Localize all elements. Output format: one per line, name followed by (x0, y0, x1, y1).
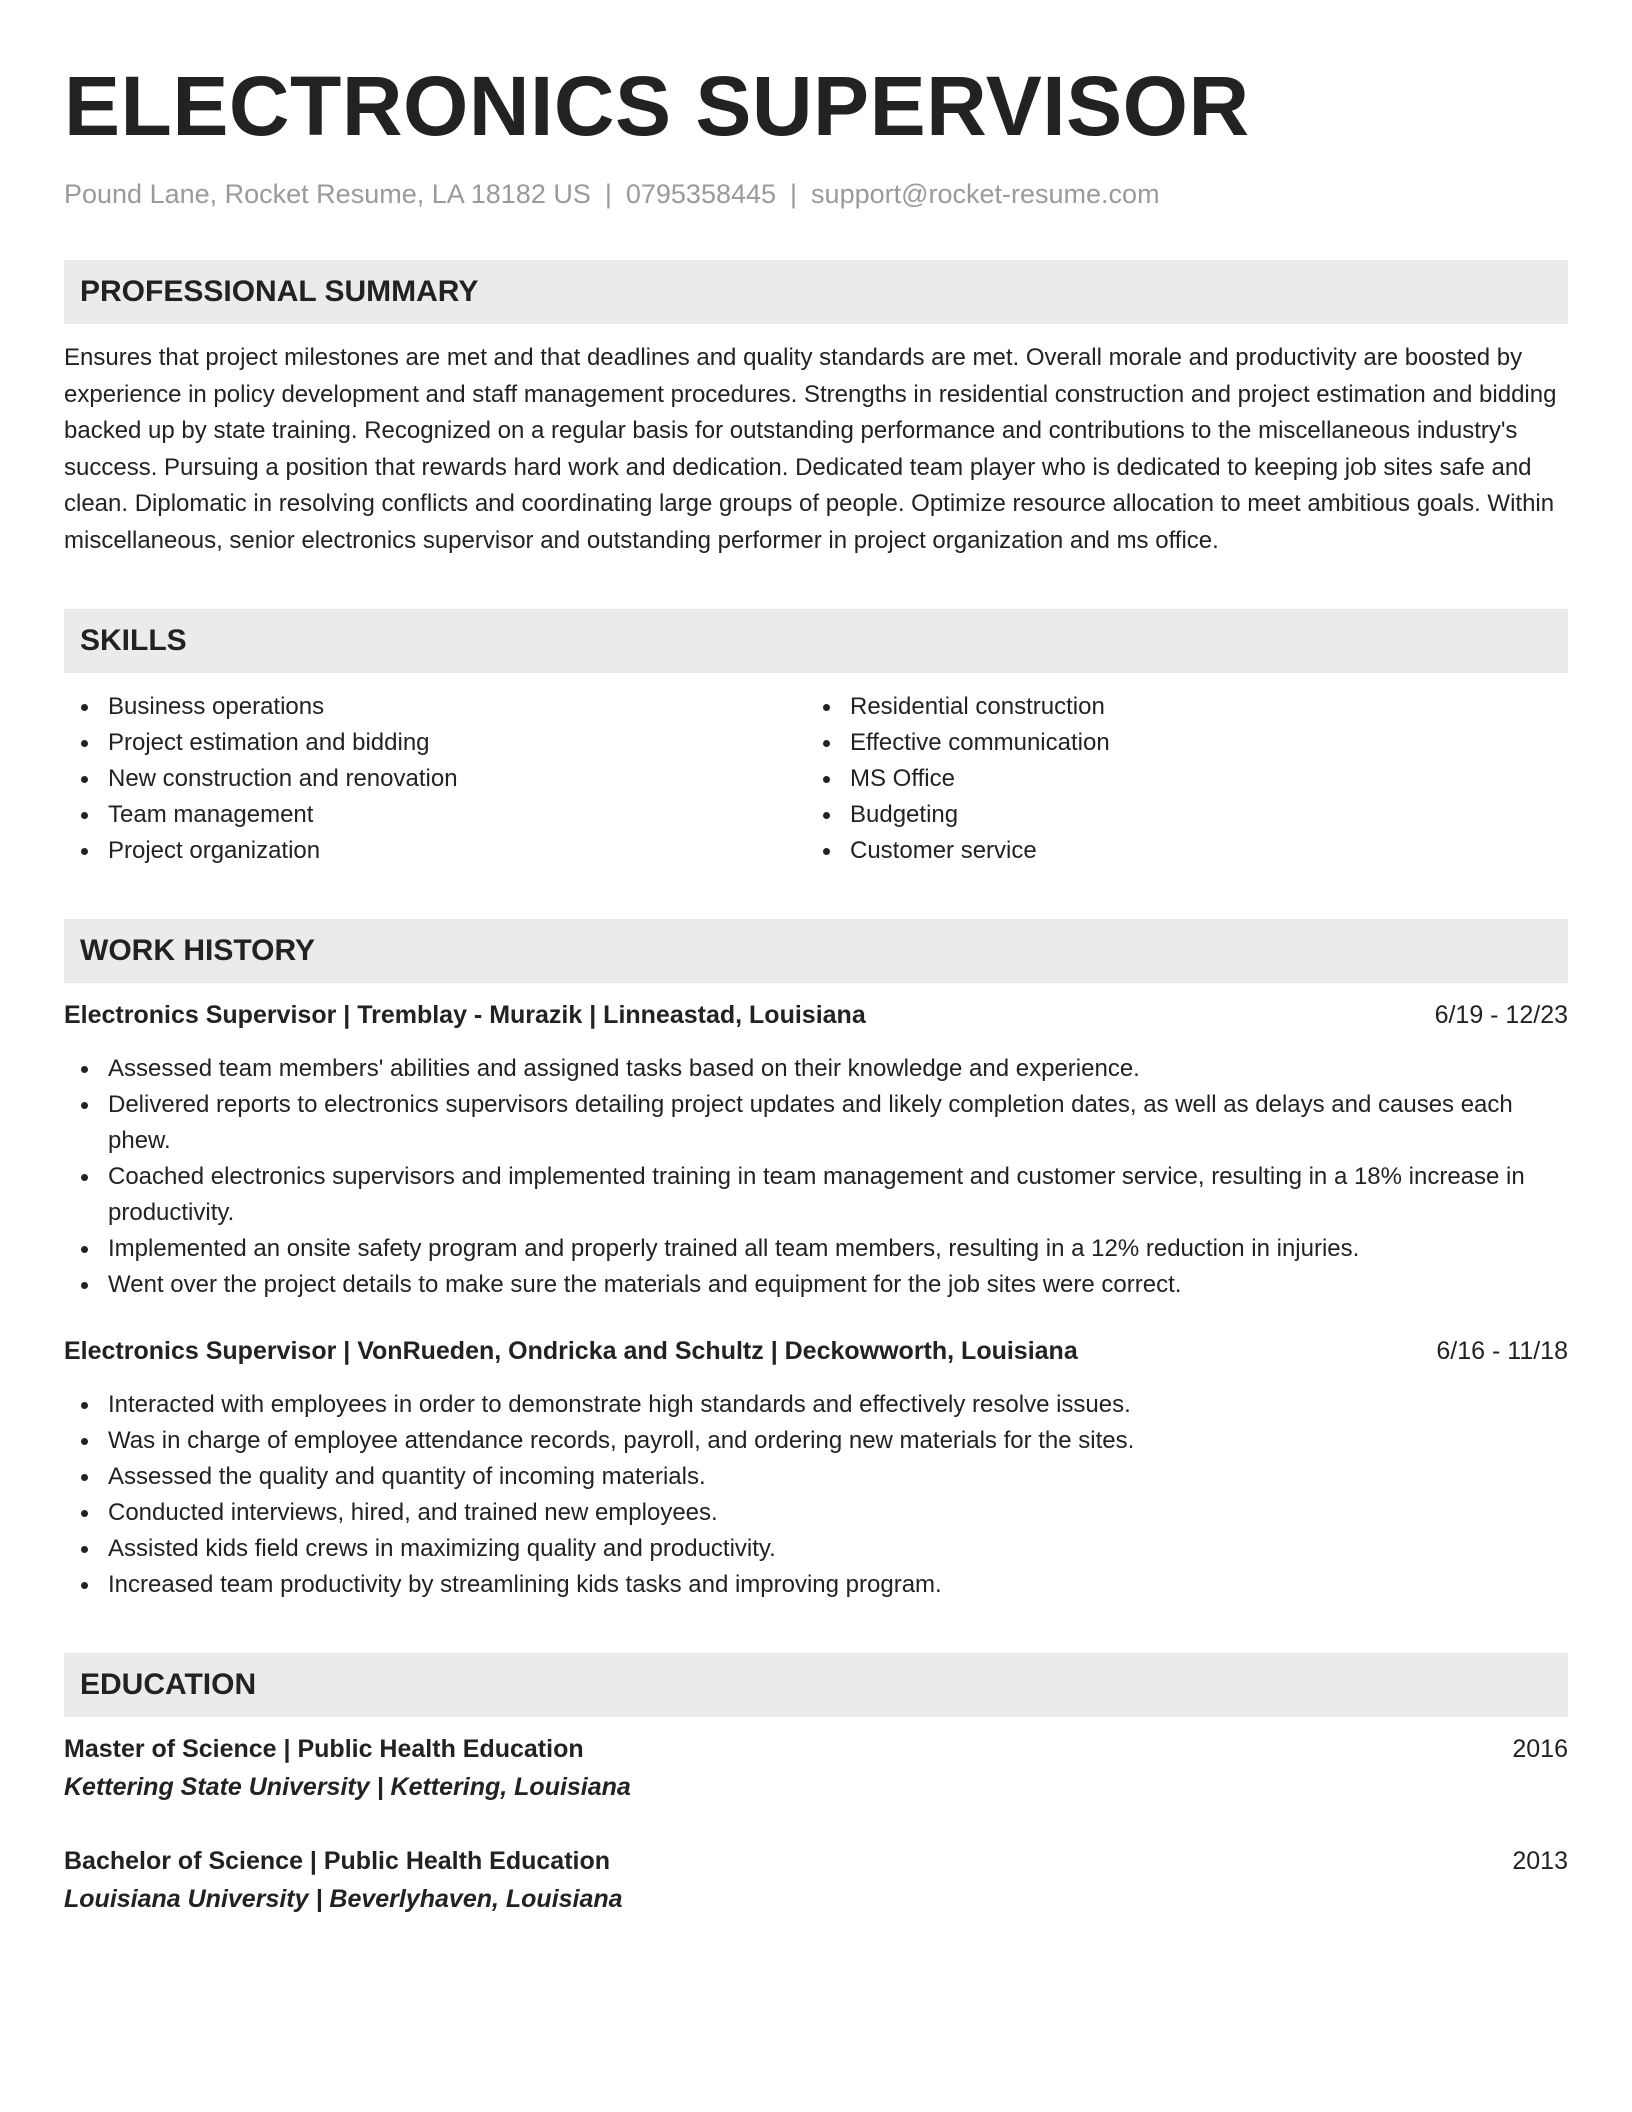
job-dates: 6/16 - 11/18 (1436, 1337, 1568, 1366)
job-header (64, 997, 1568, 1033)
education-heading: EDUCATION (64, 1653, 1568, 1717)
job-duty-item: Was in charge of employee attendance records, payroll, and ordering new materials for the sites. (64, 1423, 1568, 1459)
job-entry (64, 1333, 1568, 1603)
degree-title: Master of Science | Public Health Education (64, 1735, 584, 1764)
job-duty-item: Increased team productivity by streamlining kids tasks and improving program. (64, 1567, 1568, 1603)
job-title: Electronics Supervisor | Tremblay - Murazik | Linneastad, Louisiana (64, 1001, 866, 1030)
education-entry (64, 1843, 1568, 1919)
graduation-year: 2013 (1512, 1847, 1568, 1876)
contact-line (64, 178, 1568, 210)
job-dates: 6/19 - 12/23 (1434, 1001, 1568, 1030)
education-header (64, 1731, 1568, 1767)
skill-item: Budgeting (806, 797, 1548, 833)
skill-item: Residential construction (806, 689, 1548, 725)
contact-address: Pound Lane, Rocket Resume, LA 18182 US (64, 179, 591, 209)
skills-column-right (806, 689, 1548, 869)
job-duties (64, 1387, 1568, 1603)
skill-item: Project estimation and bidding (64, 725, 806, 761)
contact-separator: | (790, 179, 798, 209)
job-duty-item: Conducted interviews, hired, and trained new employees. (64, 1495, 1568, 1531)
skill-item: New construction and renovation (64, 761, 806, 797)
job-duty-item: Assisted kids field crews in maximizing quality and productivity. (64, 1531, 1568, 1567)
skills-column-left (64, 689, 806, 869)
degree-title: Bachelor of Science | Public Health Education (64, 1847, 611, 1876)
contact-email: support@rocket-resume.com (811, 179, 1160, 209)
contact-separator: | (604, 179, 612, 209)
summary-heading: PROFESSIONAL SUMMARY (64, 260, 1568, 324)
skill-item: Business operations (64, 689, 806, 725)
work-history-heading: WORK HISTORY (64, 919, 1568, 983)
skills-list (64, 689, 1568, 869)
graduation-year: 2016 (1512, 1735, 1568, 1764)
job-title: Electronics Supervisor | VonRueden, Ondricka and Schultz | Deckowworth, Louisiana (64, 1337, 1078, 1366)
skills-heading: SKILLS (64, 609, 1568, 673)
job-duty-item: Coached electronics supervisors and implemented training in team management and customer service, resulting in a 18% increase in productivity. (64, 1159, 1568, 1231)
contact-phone: 0795358445 (625, 179, 777, 209)
job-entry (64, 997, 1568, 1303)
job-duties (64, 1051, 1568, 1303)
school-name: Kettering State University | Kettering, Louisiana (64, 1773, 631, 1802)
resume-name: ELECTRONICS SUPERVISOR (64, 59, 1250, 153)
education-header (64, 1843, 1568, 1879)
job-duty-item: Assessed the quality and quantity of incoming materials. (64, 1459, 1568, 1495)
school-name: Louisiana University | Beverlyhaven, Louisiana (64, 1885, 623, 1914)
job-duty-item: Interacted with employees in order to demonstrate high standards and effectively resolve issues. (64, 1387, 1568, 1423)
education-entry (64, 1731, 1568, 1807)
job-duty-item: Assessed team members' abilities and assigned tasks based on their knowledge and experience. (64, 1051, 1568, 1087)
summary-text: Ensures that project milestones are met and that deadlines and quality standards are met. Overall morale and productivity are boosted by experience in policy development and staff management procedures. Strengths in residential construction and project estimation and bidding backed up by state training. Recognized on a regular basis for outstanding performance and contributions to the miscellaneous industry's success. Pursuing a position that rewards hard work and dedication. Dedicated team player who is dedicated to keeping job sites safe and clean. Diplomatic in resolving conflicts and coordinating large groups of people. Optimize resource allocation to meet ambitious goals. Within miscellaneous, senior electronics supervisor and outstanding performer in project organization and ms office. (64, 344, 1557, 554)
job-duty-item: Delivered reports to electronics supervisors detailing project updates and likely completion dates, as well as delays and causes each phew. (64, 1087, 1568, 1159)
job-duty-item: Went over the project details to make sure the materials and equipment for the job sites were correct. (64, 1267, 1568, 1303)
skill-item: Customer service (806, 833, 1548, 869)
job-header (64, 1333, 1568, 1369)
skill-item: Project organization (64, 833, 806, 869)
skill-item: MS Office (806, 761, 1548, 797)
job-duty-item: Implemented an onsite safety program and properly trained all team members, resulting in a 12% reduction in injuries. (64, 1231, 1568, 1267)
skill-item: Effective communication (806, 725, 1548, 761)
skill-item: Team management (64, 797, 806, 833)
